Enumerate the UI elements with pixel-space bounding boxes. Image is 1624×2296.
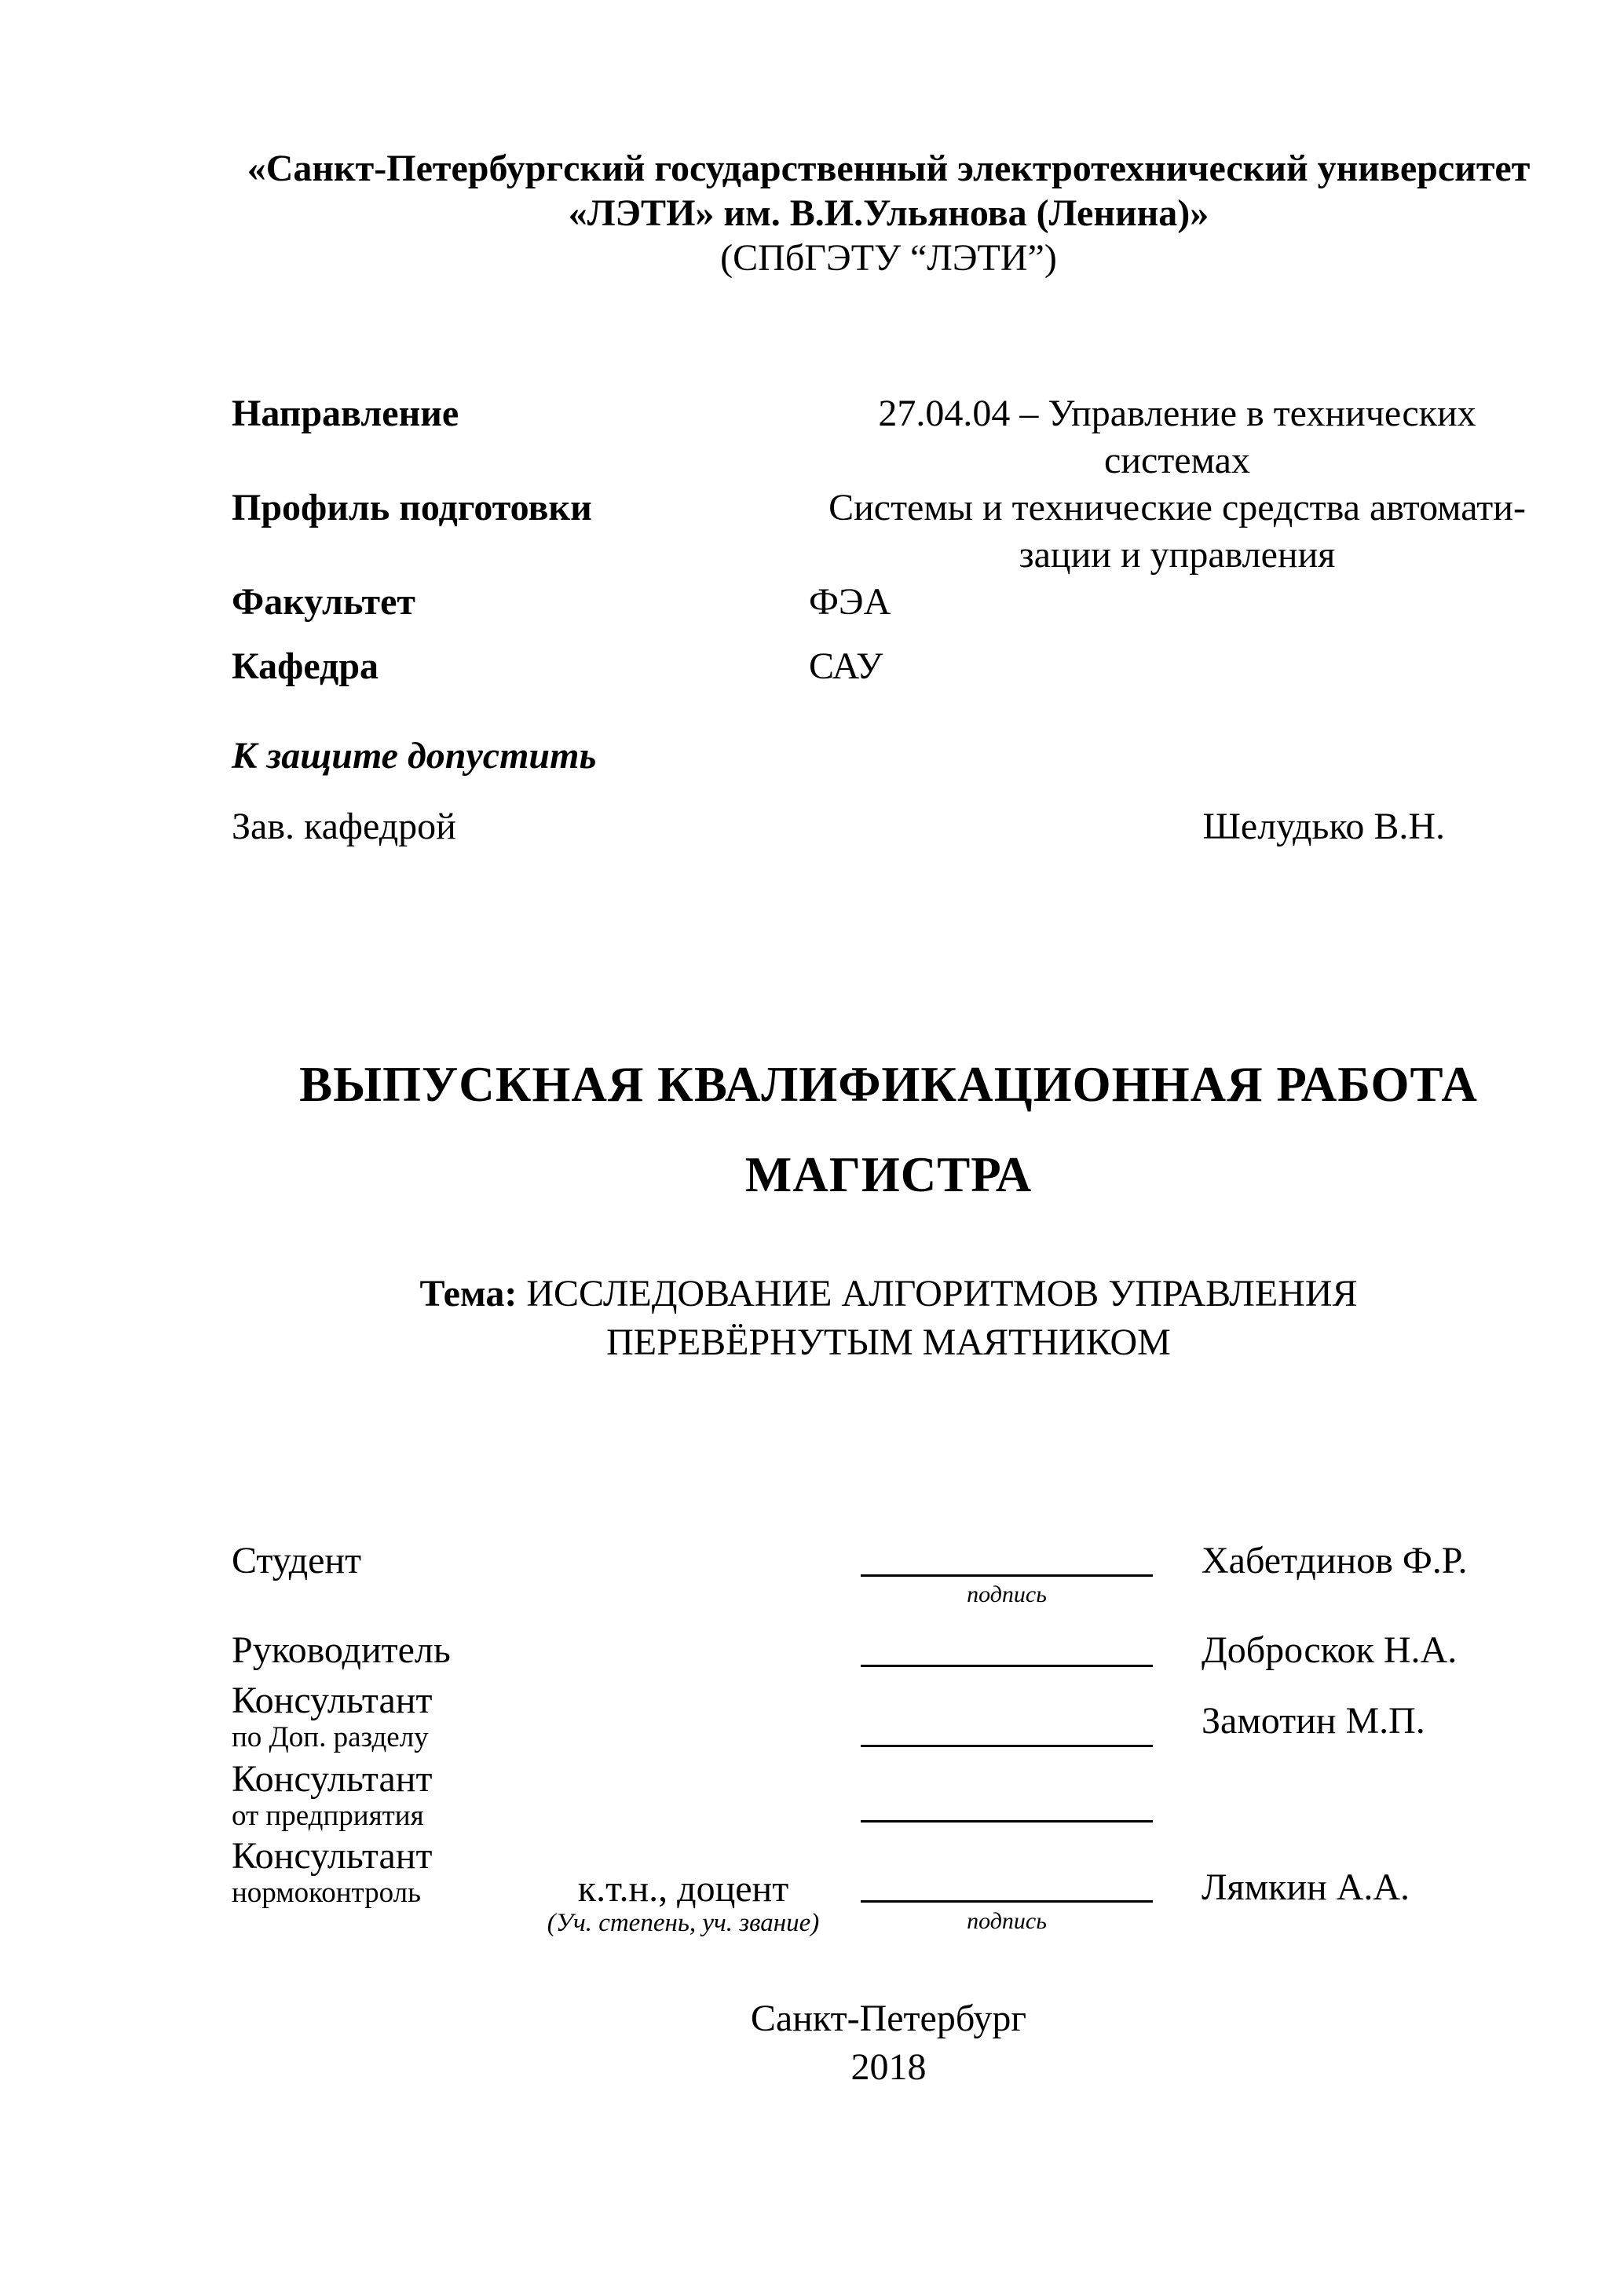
sig-role-consultant-normcontrol: Консультант	[232, 1835, 433, 1877]
admission-role: Зав. кафедрой	[232, 806, 456, 847]
university-abbreviation: (СПбГЭТУ “ЛЭТИ”)	[720, 237, 1057, 279]
signature-caption-normcontrol: подпись	[967, 1908, 1047, 1934]
program-fields	[232, 390, 1545, 690]
sig-note-consultant-enterprise: от предприятия	[232, 1800, 424, 1832]
university-header	[232, 146, 1545, 280]
university-name-line2: «ЛЭТИ» им. В.И.Ульянова (Ленина)»	[568, 192, 1209, 234]
sig-name-student: Хабетдинов Ф.Р.	[1202, 1540, 1468, 1581]
field-label-department: Кафедра	[232, 645, 379, 687]
admission-row	[232, 803, 1545, 850]
direction-value-line1: 27.04.04 – Управление в технических	[878, 393, 1476, 434]
sig-note-consultant-normcontrol: нормоконтроль	[232, 1877, 422, 1909]
sig-role-consultant-enterprise: Консультант	[232, 1758, 433, 1800]
field-value-direction	[809, 390, 1545, 484]
field-label-faculty: Факультет	[232, 581, 415, 623]
field-row-department	[232, 643, 1545, 690]
topic-line1	[232, 1270, 1545, 1318]
field-row-profile	[232, 484, 1545, 579]
signature-line-student	[861, 1574, 1153, 1577]
field-value-faculty: ФЭА	[809, 581, 891, 623]
topic-label: Тема:	[419, 1273, 518, 1314]
signature-line-consultant-extra	[861, 1745, 1153, 1747]
footer-year: 2018	[850, 2046, 927, 2088]
field-row-faculty	[232, 579, 1545, 626]
profile-value-line2: зации и управления	[1019, 534, 1336, 576]
sig-name-consultant-extra: Замотин М.П.	[1202, 1700, 1425, 1742]
footer	[232, 1994, 1545, 2092]
topic	[232, 1270, 1545, 1367]
field-row-direction	[232, 390, 1545, 484]
signature-line-normcontrol	[861, 1900, 1153, 1903]
topic-text-line2: ПЕРЕВЁРНУТЫМ МАЯТНИКОМ	[606, 1322, 1171, 1363]
admission-heading: К защите допустить	[232, 735, 597, 777]
field-label-direction: Направление	[232, 393, 459, 434]
sig-role-student: Студент	[232, 1540, 362, 1581]
main-title-line2: МАГИСТРА	[744, 1147, 1033, 1202]
field-label-profile: Профиль подготовки	[232, 487, 592, 528]
topic-text-line1: ИССЛЕДОВАНИЕ АЛГОРИТМОВ УПРАВЛЕНИЯ	[526, 1273, 1358, 1314]
signature-line-supervisor	[861, 1665, 1153, 1667]
signature-caption-student: подпись	[967, 1581, 1047, 1607]
sig-role-supervisor: Руководитель	[232, 1629, 451, 1671]
admission-name: Шелудько В.Н.	[1202, 806, 1445, 847]
footer-city: Санкт-Петербург	[750, 1998, 1027, 2039]
profile-value-line1: Системы и технические средства автомати-	[828, 487, 1526, 528]
sig-note-consultant-extra: по Доп. разделу	[232, 1721, 429, 1753]
sig-role-consultant-extra: Консультант	[232, 1680, 433, 1721]
signature-line-consultant-enterprise	[861, 1820, 1153, 1823]
field-value-profile	[809, 484, 1545, 579]
sig-degree-caption: (Уч. степень, уч. звание)	[547, 1909, 820, 1937]
direction-value-line2: системах	[1104, 440, 1250, 481]
sig-name-normcontrol: Лямкин А.А.	[1202, 1866, 1410, 1908]
university-name-line1: «Санкт-Петербургский государственный электротехнический университет	[247, 148, 1531, 189]
main-title-line1: ВЫПУСКНАЯ КВАЛИФИКАЦИОННАЯ РАБОТА	[299, 1057, 1478, 1112]
field-value-department: САУ	[809, 645, 883, 687]
main-title	[232, 1054, 1545, 1205]
sig-name-supervisor: Доброскок Н.А.	[1202, 1629, 1458, 1671]
sig-degree: к.т.н., доцент	[577, 1868, 789, 1910]
